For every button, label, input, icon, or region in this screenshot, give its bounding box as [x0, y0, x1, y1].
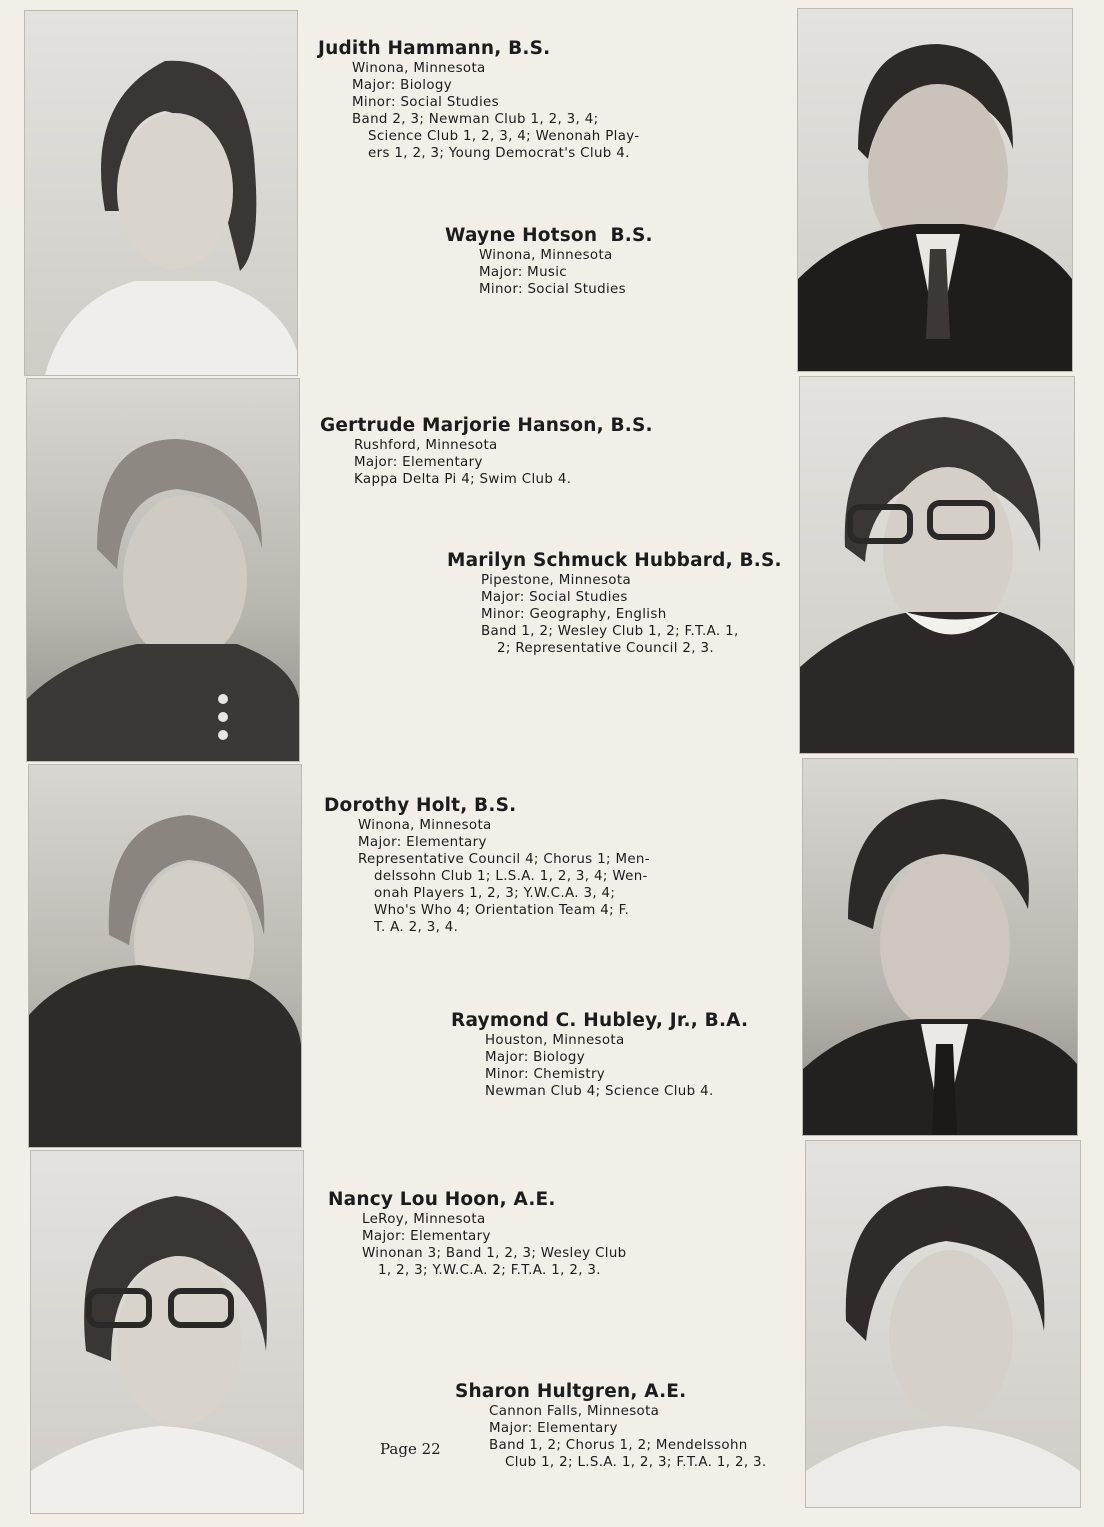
portrait-photo-judith-hammann [24, 10, 298, 376]
minor: Minor: Social Studies [479, 282, 626, 297]
activities-continued: Club 1, 2; L.S.A. 1, 2, 3; F.T.A. 1, 2, 3. [505, 1455, 767, 1470]
student-entry-nancy-hoon [328, 1189, 627, 1279]
hometown: Houston, Minnesota [485, 1033, 625, 1048]
portrait-photo-marilyn-hubbard [799, 376, 1075, 754]
activities-continued: 1, 2, 3; Y.W.C.A. 2; F.T.A. 1, 2, 3. [378, 1263, 601, 1278]
activities: Winonan 3; Band 1, 2, 3; Wesley Club [362, 1246, 627, 1261]
major: Major: Music [479, 265, 568, 280]
portrait-photo-raymond-hubley [802, 758, 1078, 1136]
minor: Minor: Chemistry [485, 1067, 606, 1082]
minor: Minor: Geography, English [481, 607, 667, 622]
hometown: Winona, Minnesota [358, 818, 492, 833]
activities-continued: onah Players 1, 2, 3; Y.W.C.A. 3, 4; [374, 886, 616, 901]
hometown: LeRoy, Minnesota [362, 1212, 486, 1227]
activities-continued: Science Club 1, 2, 3, 4; Wenonah Play- [368, 129, 640, 144]
activities-continued: T. A. 2, 3, 4. [374, 920, 459, 935]
student-entry-raymond-hubley [451, 1010, 748, 1100]
major: Major: Social Studies [481, 590, 628, 605]
activities-continued: delssohn Club 1; L.S.A. 1, 2, 3, 4; Wen- [374, 869, 648, 884]
student-name: Nancy Lou Hoon, A.E. [328, 1189, 556, 1210]
portrait-photo-wayne-hotson [797, 8, 1073, 372]
student-entry-wayne-hotson [445, 225, 653, 298]
portrait-photo-sharon-hultgren [805, 1140, 1081, 1508]
activities: Kappa Delta Pi 4; Swim Club 4. [354, 472, 572, 487]
page-number: Page 22 [380, 1440, 441, 1458]
major: Major: Elementary [354, 455, 483, 470]
major: Major: Biology [485, 1050, 586, 1065]
hometown: Pipestone, Minnesota [481, 573, 632, 588]
portrait-photo-gertrude-hanson [26, 378, 300, 762]
hometown: Winona, Minnesota [352, 61, 486, 76]
activities-continued: 2; Representative Council 2, 3. [497, 641, 714, 656]
major: Major: Elementary [362, 1229, 491, 1244]
student-name: Gertrude Marjorie Hanson, B.S. [320, 415, 653, 436]
student-name: Judith Hammann, B.S. [318, 38, 551, 59]
student-entry-marilyn-hubbard [447, 550, 782, 657]
hometown: Rushford, Minnesota [354, 438, 498, 453]
student-entry-gertrude-hanson [320, 415, 653, 488]
major: Major: Elementary [489, 1421, 618, 1436]
student-name: Sharon Hultgren, A.E. [455, 1381, 687, 1402]
major: Major: Biology [352, 78, 453, 93]
minor: Minor: Social Studies [352, 95, 499, 110]
student-name: Dorothy Holt, B.S. [324, 795, 517, 816]
major: Major: Elementary [358, 835, 487, 850]
portrait-photo-nancy-hoon [30, 1150, 304, 1514]
student-entry-judith-hammann [318, 38, 640, 162]
hometown: Winona, Minnesota [479, 248, 613, 263]
activities: Newman Club 4; Science Club 4. [485, 1084, 714, 1099]
student-entry-sharon-hultgren [455, 1381, 767, 1471]
activities-continued: ers 1, 2, 3; Young Democrat's Club 4. [368, 146, 630, 161]
activities: Band 1, 2; Chorus 1, 2; Mendelssohn [489, 1438, 748, 1453]
student-entry-dorothy-holt [324, 795, 650, 936]
activities: Band 2, 3; Newman Club 1, 2, 3, 4; [352, 112, 599, 127]
student-name: Raymond C. Hubley, Jr., B.A. [451, 1010, 749, 1031]
activities: Band 1, 2; Wesley Club 1, 2; F.T.A. 1, [481, 624, 739, 639]
hometown: Cannon Falls, Minnesota [489, 1404, 660, 1419]
portrait-photo-dorothy-holt [28, 764, 302, 1148]
student-name: Wayne Hotson B.S. [445, 225, 653, 246]
activities: Representative Council 4; Chorus 1; Men- [358, 852, 650, 867]
activities-continued: Who's Who 4; Orientation Team 4; F. [374, 903, 630, 918]
student-name: Marilyn Schmuck Hubbard, B.S. [447, 550, 782, 571]
